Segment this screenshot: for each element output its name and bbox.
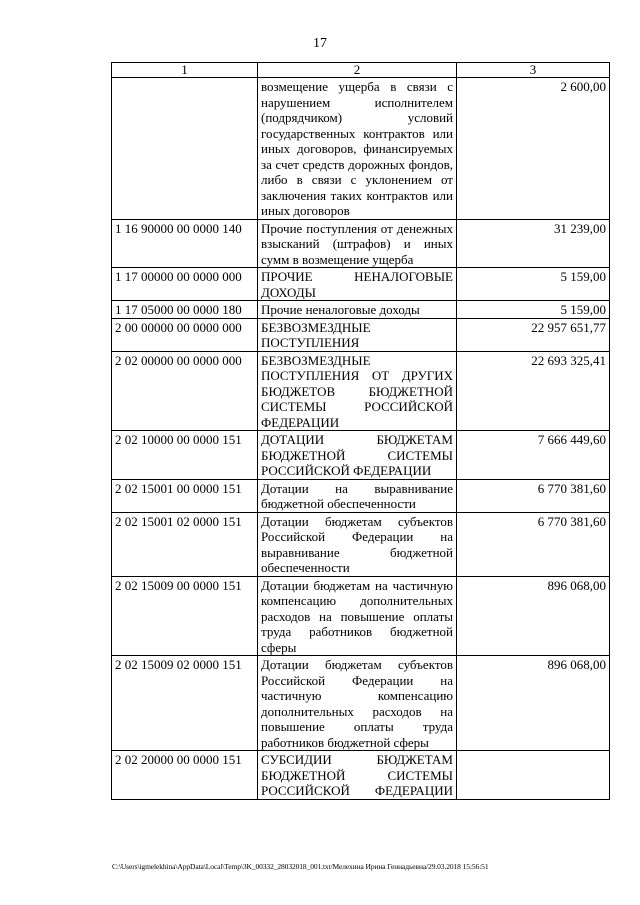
table-row (112, 479, 610, 512)
row-code: 2 02 15001 00 0000 151 (112, 479, 258, 512)
column-header-1: 1 (112, 63, 258, 78)
row-name: ПРОЧИЕ НЕНАЛОГОВЫЕ ДОХОДЫ (258, 268, 457, 301)
row-name: ДОТАЦИИ БЮДЖЕТАМ БЮДЖЕТНОЙ СИСТЕМЫ РОССИЙСКОЙ ФЕДЕРАЦИИ (258, 431, 457, 480)
row-amount: 22 693 325,41 (457, 351, 610, 431)
file-path-footer: C:\Users\igmelekhina\AppData\Local\Temp\3K_00332_28032018_001.txt/Мелехина Ирина Геннадьевна/29.03.2018 15:56:51 (112, 862, 489, 871)
table-row (112, 751, 610, 800)
row-amount: 7 666 449,60 (457, 431, 610, 480)
row-name: Дотации на выравнивание бюджетной обеспеченности (258, 479, 457, 512)
row-code: 2 02 10000 00 0000 151 (112, 431, 258, 480)
row-amount: 5 159,00 (457, 301, 610, 319)
row-name: БЕЗВОЗМЕЗДНЫЕ ПОСТУПЛЕНИЯ ОТ ДРУГИХ БЮДЖЕТОВ БЮДЖЕТНОЙ СИСТЕМЫ РОССИЙСКОЙ ФЕДЕРАЦИИ (258, 351, 457, 431)
row-code (112, 78, 258, 220)
row-name: Дотации бюджетам субъектов Российской Федерации на выравнивание бюджетной обеспеченности (258, 512, 457, 576)
row-name: СУБСИДИИ БЮДЖЕТАМ БЮДЖЕТНОЙ СИСТЕМЫ РОССИЙСКОЙ ФЕДЕРАЦИИ (258, 751, 457, 800)
table-row (112, 318, 610, 351)
table-row (112, 219, 610, 268)
column-header-3: 3 (457, 63, 610, 78)
row-code: 2 00 00000 00 0000 000 (112, 318, 258, 351)
row-name: возмещение ущерба в связи с нарушением исполнителем (подрядчиком) условий государственных контрактов или иных договоров, финансируемых за счет средств дорожных фондов, либо в связи с уклонением от заключения таких контрактов или иных договоров (258, 78, 457, 220)
table-row (112, 268, 610, 301)
row-name: БЕЗВОЗМЕЗДНЫЕ ПОСТУПЛЕНИЯ (258, 318, 457, 351)
row-code: 2 02 20000 00 0000 151 (112, 751, 258, 800)
row-code: 2 02 00000 00 0000 000 (112, 351, 258, 431)
row-amount: 2 600,00 (457, 78, 610, 220)
table-row (112, 78, 610, 220)
table-row (112, 351, 610, 431)
row-code: 1 17 00000 00 0000 000 (112, 268, 258, 301)
row-name: Дотации бюджетам субъектов Российской Федерации на частичную компенсацию дополнительных расходов на повышение оплаты труда работников бюджетной сферы (258, 656, 457, 751)
row-amount: 896 068,00 (457, 576, 610, 656)
row-amount: 31 239,00 (457, 219, 610, 268)
row-amount (457, 751, 610, 800)
row-code: 2 02 15009 02 0000 151 (112, 656, 258, 751)
row-name: Прочие поступления от денежных взысканий (штрафов) и иных сумм в возмещение ущерба (258, 219, 457, 268)
table-header-row (112, 63, 610, 78)
row-amount: 896 068,00 (457, 656, 610, 751)
row-amount: 6 770 381,60 (457, 479, 610, 512)
table-row (112, 576, 610, 656)
row-name: Дотации бюджетам на частичную компенсацию дополнительных расходов на повышение оплаты труда работников бюджетной сферы (258, 576, 457, 656)
column-header-2: 2 (258, 63, 457, 78)
table-row (112, 656, 610, 751)
row-amount: 22 957 651,77 (457, 318, 610, 351)
row-code: 2 02 15009 00 0000 151 (112, 576, 258, 656)
row-code: 1 16 90000 00 0000 140 (112, 219, 258, 268)
row-code: 2 02 15001 02 0000 151 (112, 512, 258, 576)
row-name: Прочие неналоговые доходы (258, 301, 457, 319)
table-row (112, 301, 610, 319)
table-row (112, 431, 610, 480)
row-amount: 5 159,00 (457, 268, 610, 301)
row-code: 1 17 05000 00 0000 180 (112, 301, 258, 319)
table-row (112, 512, 610, 576)
row-amount: 6 770 381,60 (457, 512, 610, 576)
page-number: 17 (313, 36, 327, 51)
budget-table (111, 62, 610, 800)
